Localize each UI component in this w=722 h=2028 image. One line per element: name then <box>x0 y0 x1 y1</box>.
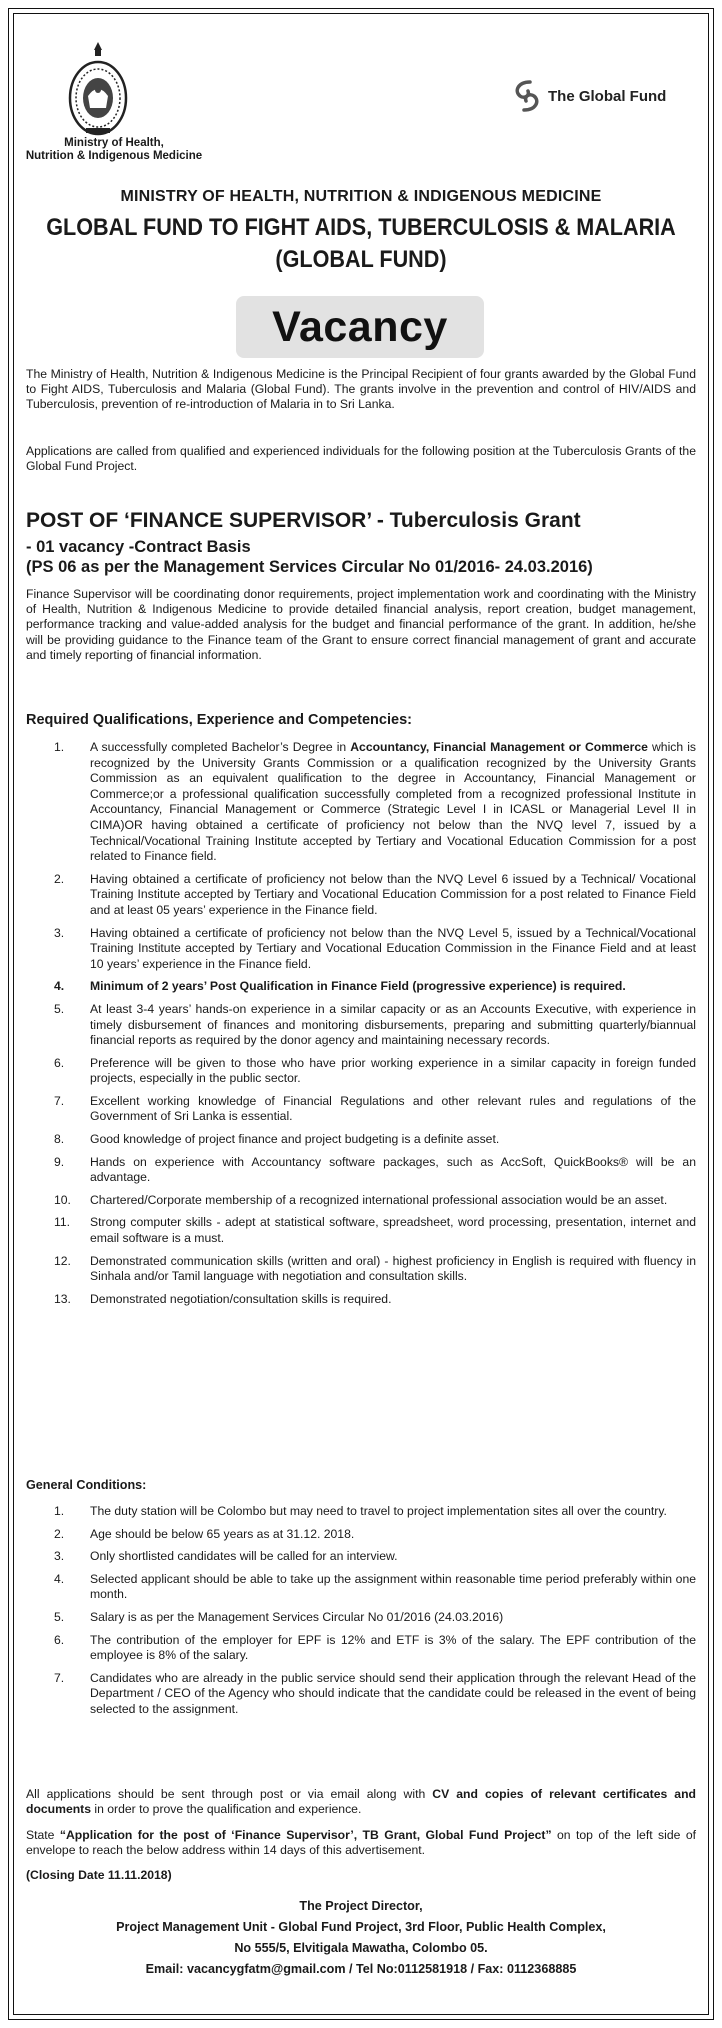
address-contact-line: Email: vacancygfatm@gmail.com / Tel No:0112581918 / Fax: 0112368885 <box>145 1962 577 1976</box>
ps-circular-line: (PS 06 as per the Management Services Circular No 01/2016- 24.03.2016) <box>26 558 593 576</box>
post-title: POST OF ‘FINANCE SUPERVISOR’ - Tuberculosis Grant <box>26 509 581 532</box>
vacancy-title: Vacancy <box>272 302 448 351</box>
list-item: 5. At least 3-4 years’ hands-on experience in a similar capacity or as an Accounts Executive, with experience in timely disbursement of finances and monitoring disbursements, preparing and submitting quarterly/biannual financial reports as required by the donor agency and maintaining necessary records. <box>54 1001 696 1048</box>
list-item: 6. The contribution of the employer for EPF is 12% and ETF is 3% of the salary. The EPF contribution of the employee is 8% of the salary. <box>54 1632 696 1663</box>
post-description: Finance Supervisor will be coordinating donor requirements, project implementation work and coordinating with the Ministry of Health, Nutrition & Indigenous Medicine to provide detailed financial analysis, report creation, budget management, performance tracking and value-added analysis for the budget and financial performance of the grant. In addition, he/she will be providing guidance to the Finance team of the Grant to ensure correct financial management of grant and accurate and timely reporting of financial information. <box>26 587 696 662</box>
list-item: 4. Selected applicant should be able to take up the assignment within reasonable time period preferably within one month. <box>54 1571 696 1602</box>
closing-date: (Closing Date 11.11.2018) <box>26 1868 172 1882</box>
list-item: 6. Preference will be given to those who have prior working experience in a similar capacity in foreign funded projects, especially in the public sector. <box>54 1055 696 1086</box>
list-item: 12. Demonstrated communication skills (written and oral) - highest proficiency in English is required with fluency in Sinhala and/or Tamil language with negotiation and consultation skills. <box>54 1253 696 1284</box>
list-item: 13. Demonstrated negotiation/consultation skills is required. <box>54 1291 392 1306</box>
list-item: 1. A successfully completed Bachelor’s Degree in Accountancy, Financial Management or Commerce which is recognized by the University Grants Commission or a qualification recognized by the University Grants Commission as an equivalent qualification to the degree in Accountancy, Financial Management or Commerce;or a professional qualification successfully completed from a recognized professional Institute in Accountancy, Financial Management or Commerce (Strategic Level I in ICASL or Managerial Level II in CIMA)OR having obtained a certificate of proficiency not below than the NVQ level 7, issued by a Technical/Vocational Training Institute accepted by Tertiary and Vocational Education Commission for a post related to Finance field. <box>54 740 697 864</box>
address-block <box>0 1896 722 1980</box>
list-item: 1. The duty station will be Colombo but may need to travel to project implementation sites all over the country. <box>54 1504 667 1518</box>
list-item: 2. Age should be below 65 years as at 31.12. 2018. <box>54 1526 355 1541</box>
ministry-caption-line1: Ministry of Health, <box>64 137 164 149</box>
global-fund-logo-text: The Global Fund <box>548 87 667 105</box>
list-item: 7. Candidates who are already in the public service should send their application through the relevant Head of the Department / CEO of the Agency who should indicate that the candidate could be released in the event of being selected to the assignment. <box>54 1670 696 1716</box>
list-item: 2. Having obtained a certificate of proficiency not below than the NVQ Level 6 issued by a Technical/ Vocational Training Institute accepted by Tertiary and Vocational Education Commission for a post related to Finance Field and at least 05 years’ experience in the Finance field. <box>54 871 696 917</box>
program-short-heading: (GLOBAL FUND) <box>275 246 447 273</box>
address-line-2: Project Management Unit - Global Fund Project, 3rd Floor, Public Health Complex, <box>116 1920 606 1934</box>
address-line-1: The Project Director, <box>299 1899 423 1913</box>
intro-paragraph-2: Applications are called from qualified and experienced individuals for the following position at the Tuberculosis Grants of the Global Fund Project. <box>26 444 696 474</box>
global-fund-logo <box>512 76 666 116</box>
sri-lanka-emblem-icon <box>68 38 128 138</box>
requirements-list <box>26 740 696 1307</box>
requirements-heading: Required Qualifications, Experience and Competencies: <box>26 712 412 728</box>
ministry-caption-line2: Nutrition & Indigenous Medicine <box>25 150 203 162</box>
address-line-3: No 555/5, Elvitigala Mawatha, Colombo 05. <box>234 1941 488 1955</box>
list-item: 3. Having obtained a certificate of proficiency not below than the NVQ Level 5, issued by a Technical/Vocational Training Institute accepted by Tertiary and Vocational Education Commission in the Finance Field and at least 10 years’ experience in the Finance field. <box>54 925 696 971</box>
intro-paragraph-1: The Ministry of Health, Nutrition & Indigenous Medicine is the Principal Recipient of four grants awarded by the Global Fund to Fight AIDS, Tuberculosis and Malaria (Global Fund). The grants involve in the prevention and control of HIV/AIDS and Tuberculosis, prevention of re-introduction of Malaria in to Sri Lanka. <box>26 367 696 412</box>
ministry-heading: MINISTRY OF HEALTH, NUTRITION & INDIGENOUS MEDICINE <box>120 188 602 205</box>
list-item: 11. Strong computer skills - adept at statistical software, spreadsheet, word processing, presentation, internet and email software is a must. <box>54 1215 696 1246</box>
list-item: 5. Salary is as per the Management Services Circular No 01/2016 (24.03.2016) <box>54 1609 504 1624</box>
list-item: 4. Minimum of 2 years’ Post Qualification in Finance Field (progressive experience) is required. <box>54 979 626 994</box>
list-item: 9. Hands on experience with Accountancy software packages, such as AccSoft, QuickBooks® will be an advantage. <box>54 1154 696 1185</box>
general-conditions-heading: General Conditions: <box>26 1478 147 1492</box>
application-paragraph-1: All applications should be sent through post or via email along with CV and copies of relevant certificates and documents in order to prove the qualification and experience. <box>26 1787 696 1817</box>
list-item: 10. Chartered/Corporate membership of a recognized international professional association would be an asset. <box>54 1192 668 1207</box>
global-fund-swirl-icon <box>512 79 542 113</box>
list-item: 7. Excellent working knowledge of Financial Regulations and other relevant rules and regulations of the Government of Sri Lanka is essential. <box>54 1093 696 1124</box>
application-paragraph-2: State “Application for the post of ‘Finance Supervisor’, TB Grant, Global Fund Project” on top of the left side of envelope to reach the below address within 14 days of this advertisement. <box>26 1828 697 1858</box>
program-heading: GLOBAL FUND TO FIGHT AIDS, TUBERCULOSIS & MALARIA <box>46 214 676 241</box>
general-conditions-list <box>26 1504 696 1718</box>
list-item: 3. Only shortlisted candidates will be called for an interview. <box>54 1549 398 1564</box>
vacancy-banner <box>236 296 484 358</box>
list-item: 8. Good knowledge of project finance and project budgeting is a definite asset. <box>54 1132 500 1147</box>
vacancy-count-line: - 01 vacancy -Contract Basis <box>26 538 251 556</box>
ministry-logo-caption <box>14 137 214 163</box>
